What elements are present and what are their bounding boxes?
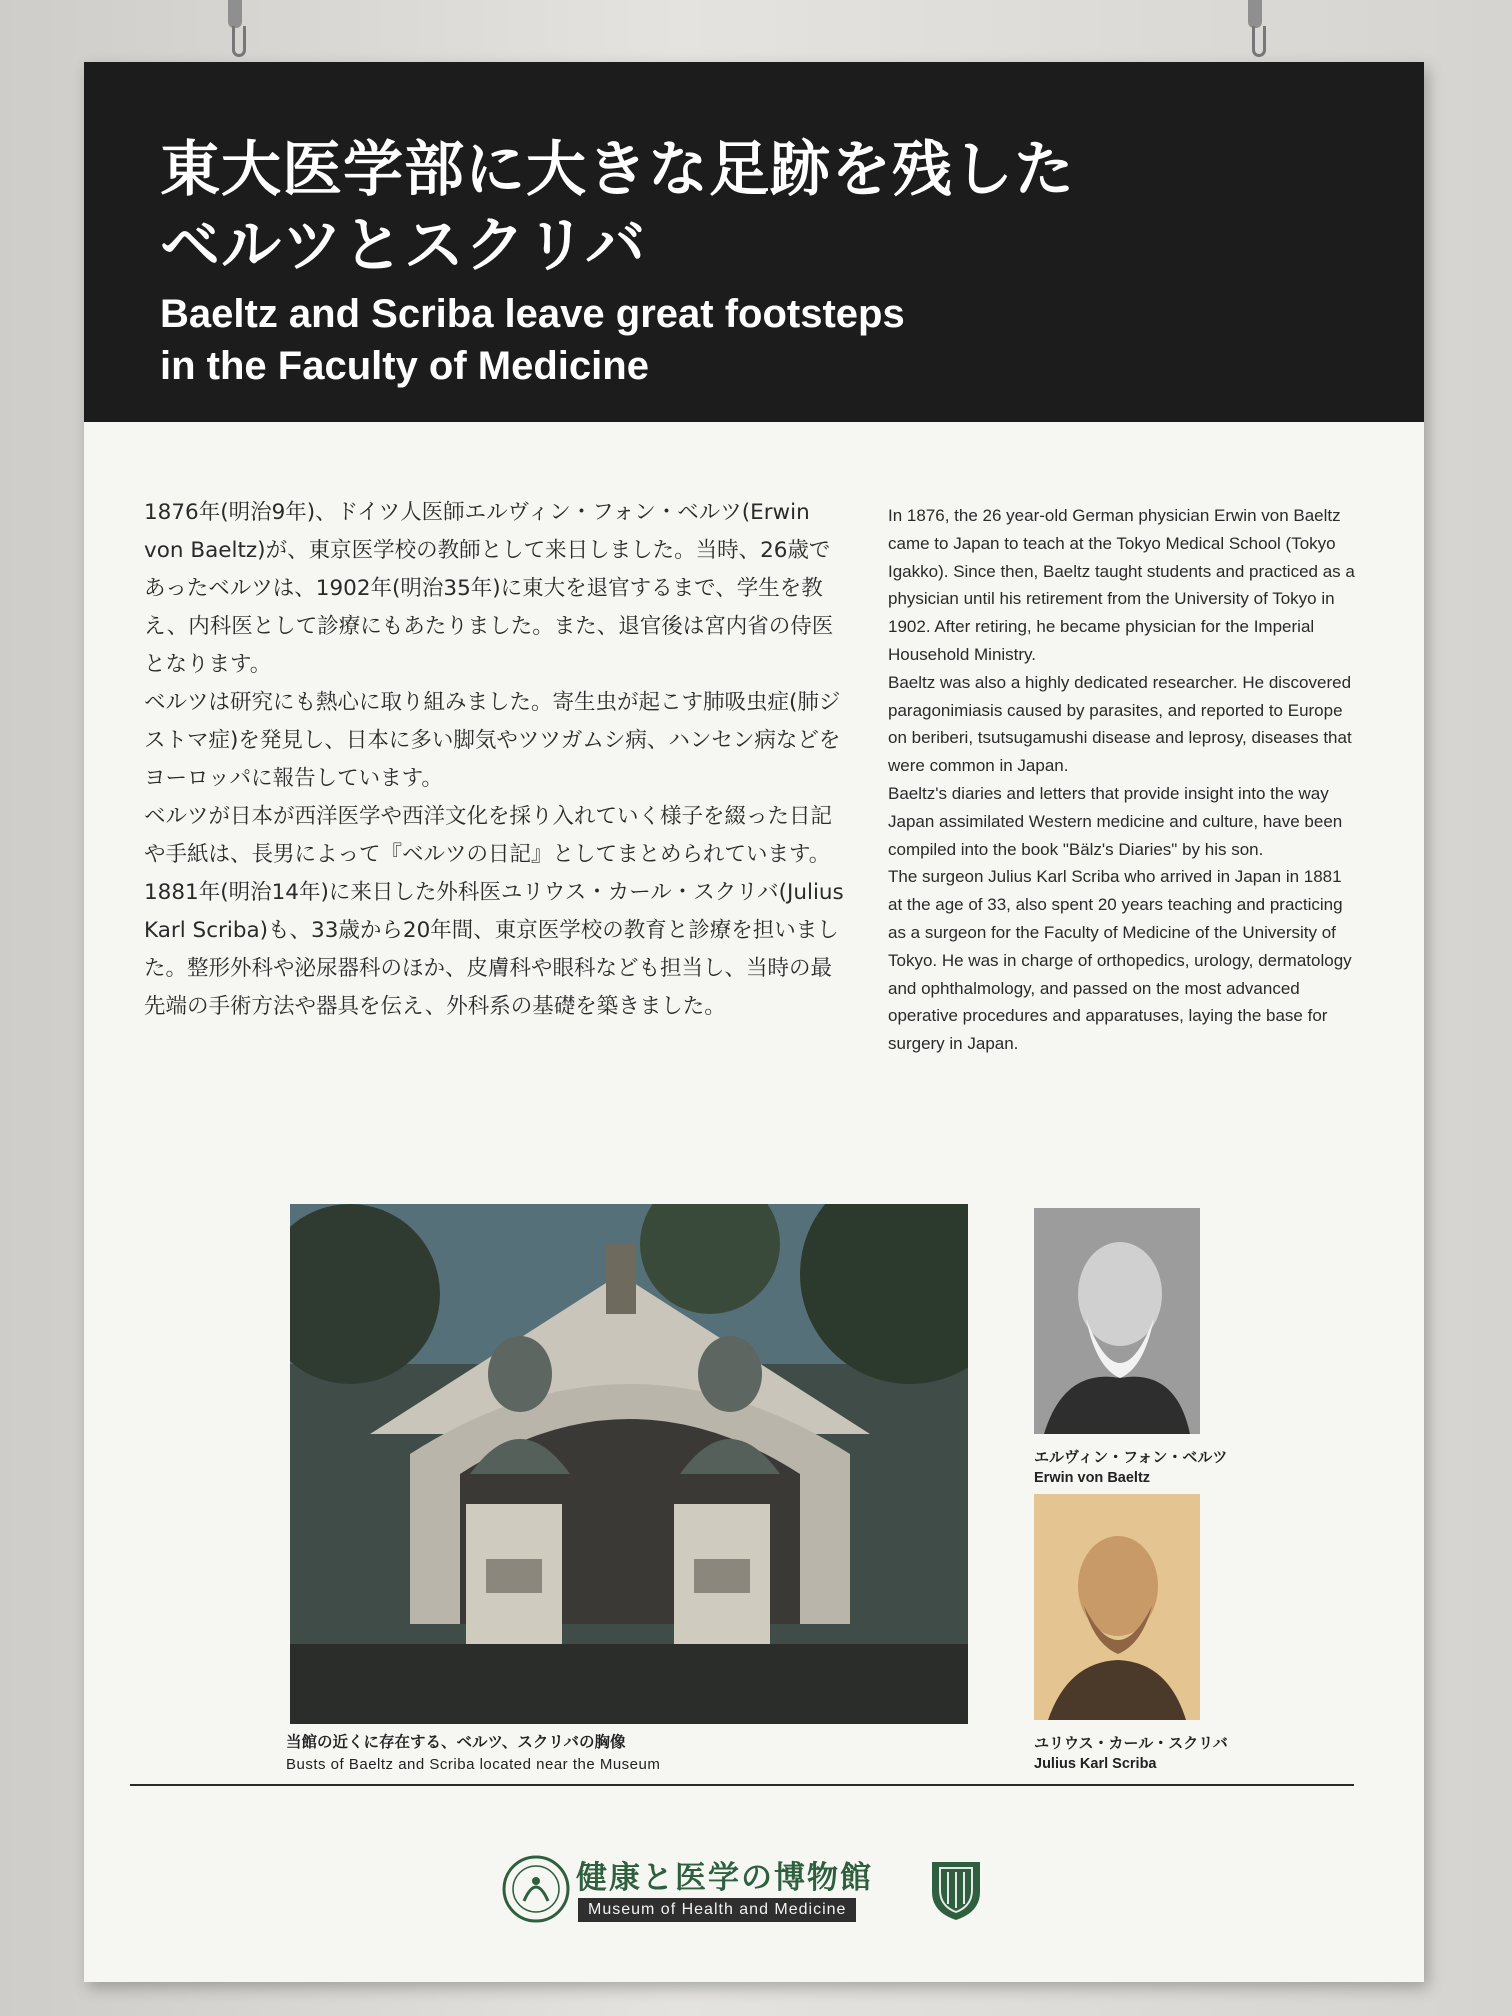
baeltz-portrait-illustration [1034, 1208, 1200, 1434]
baeltz-caption-jp: エルヴィン・フォン・ベルツ [1034, 1448, 1228, 1466]
hanging-wire-right [1248, 0, 1262, 28]
title-en-line-2: in the Faculty of Medicine [160, 344, 649, 388]
hanging-hook-right [1252, 26, 1266, 57]
en-paragraph: Baeltz was also a highly dedicated researcher. He discovered paragonimiasis caused by parasites, and reported to Europe on beriberi, tsutsugamushi disease and leprosy, diseases that were common in Japan. [888, 672, 1352, 776]
photo-caption-en: Busts of Baeltz and Scriba located near the Museum [286, 1756, 661, 1773]
scriba-caption-en: Julius Karl Scriba [1034, 1756, 1157, 1772]
title-english [160, 288, 1360, 392]
museum-name-jp: 健康と医学の博物館 [576, 1860, 873, 1896]
en-paragraph: Baeltz's diaries and letters that provide insight into the way Japan assimilated Western medicine and culture, have been compiled into the book "Bälz's Diaries" by his son. [888, 783, 1343, 859]
body-text-japanese [144, 494, 850, 1026]
jp-paragraph: ベルツは研究にも熱心に取り組みました。寄生虫が起こす肺吸虫症(肺ジストマ症)を発見し、日本に多い脚気やツツガムシ病、ハンセン病などをヨーロッパに報告しています。 [144, 690, 841, 791]
scriba-caption-jp: ユリウス・カール・スクリバ [1034, 1734, 1228, 1752]
panel-header [84, 62, 1424, 422]
museum-name-en: Museum of Health and Medicine [578, 1898, 856, 1922]
scriba-portrait-illustration [1034, 1494, 1200, 1720]
museum-seal-icon [502, 1855, 570, 1923]
university-shield-icon [928, 1858, 984, 1922]
busts-monument-illustration [290, 1204, 968, 1724]
hanging-wire-left [228, 0, 242, 28]
en-paragraph: The surgeon Julius Karl Scriba who arrived in Japan in 1881 at the age of 33, also spent 20 years teaching and practicing as a surgeon for the Faculty of Medicine of the University of Tokyo. He was in charge of orthopedics, urology, dermatology and ophthalmology, and passed on the most advanced operative procedures and apparatuses, laying the base for surgery in Japan. [888, 867, 1352, 1054]
title-jp-line-2: ベルツとスクリバ [160, 211, 647, 281]
busts-monument-photo [290, 1204, 968, 1724]
footer-divider [130, 1784, 1354, 1786]
en-paragraph: In 1876, the 26 year-old German physician Erwin von Baeltz came to Japan to teach at the Tokyo Medical School (Tokyo Igakko). Since then, Baeltz taught students and practiced as a physician until his retirement from the University of Tokyo in 1902. After retiring, he became physician for the Imperial Household Ministry. [888, 506, 1355, 664]
title-en-line-1: Baeltz and Scriba leave great footsteps [160, 292, 905, 336]
exhibit-panel [84, 62, 1424, 1982]
baeltz-portrait [1034, 1208, 1200, 1434]
photo-caption-jp: 当館の近くに存在する、ベルツ、スクリバの胸像 [286, 1733, 626, 1751]
jp-paragraph: ベルツが日本が西洋医学や西洋文化を採り入れていく様子を綴った日記や手紙は、長男によって『ベルツの日記』としてまとめられています。 [144, 804, 833, 867]
title-jp-line-1: 東大医学部に大きな足跡を残した [160, 135, 1075, 205]
title-japanese [160, 132, 1320, 284]
body-text-english [888, 502, 1358, 1058]
hanging-hook-left [232, 26, 246, 57]
jp-paragraph: 1876年(明治9年)、ドイツ人医師エルヴィン・フォン・ベルツ(Erwin von Baeltz)が、東京医学校の教師として来日しました。当時、26歳であったベルツは、1902年(明治35年)に東大を退官するまで、学生を教え、内科医として診療にもあたりました。また、退官後は宮内省の侍医となります。 [144, 500, 834, 677]
baeltz-caption-en: Erwin von Baeltz [1034, 1470, 1151, 1486]
scriba-portrait [1034, 1494, 1200, 1720]
jp-paragraph: 1881年(明治14年)に来日した外科医ユリウス・カール・スクリバ(Julius Karl Scriba)も、33歳から20年間、東京医学校の教育と診療を担いました。整形外科や泌尿器科のほか、皮膚科や眼科なども担当し、当時の最先端の手術方法や器具を伝え、外科系の基礎を築きました。 [144, 880, 844, 1019]
